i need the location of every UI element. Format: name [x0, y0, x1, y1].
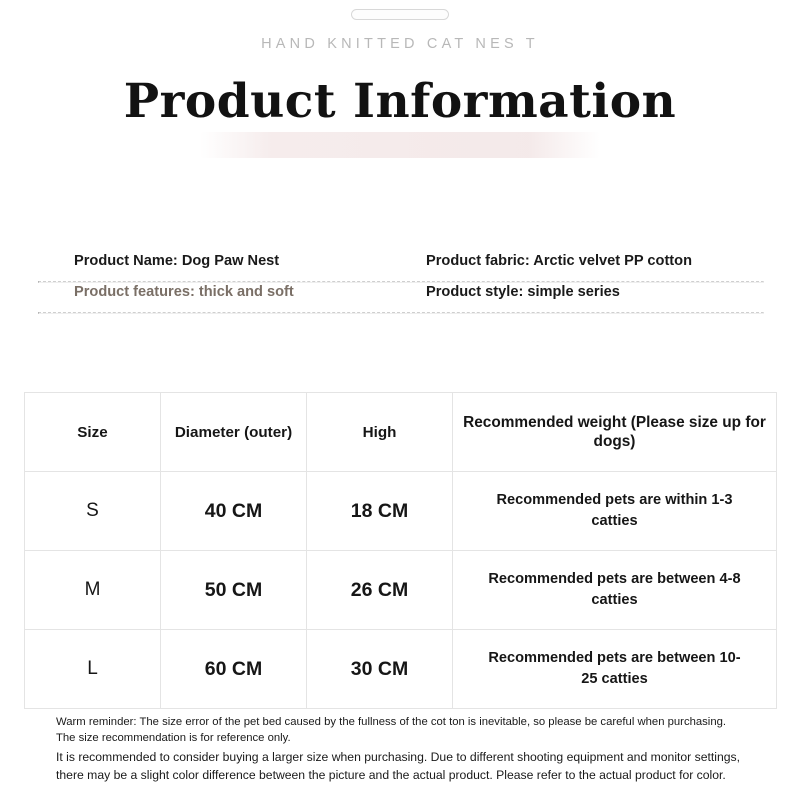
page-title: Product Information — [123, 74, 677, 129]
cell-diameter: 60 CM — [161, 630, 307, 709]
spec-product-features: Product features: thick and soft — [74, 283, 294, 300]
footer-notes — [56, 714, 746, 784]
cell-diameter: 40 CM — [161, 472, 307, 551]
cell-recommended: Recommended pets are between 4-8 catties — [453, 551, 777, 630]
table-row — [25, 472, 777, 551]
table-header-size: Size — [25, 393, 161, 472]
size-table-wrapper — [24, 392, 776, 709]
cell-size: L — [25, 630, 161, 709]
table-row — [25, 551, 777, 630]
cell-high: 30 CM — [307, 630, 453, 709]
page-eyebrow: HAND KNITTED CAT NES T — [261, 36, 539, 52]
spec-product-name: Product Name: Dog Paw Nest — [74, 253, 280, 269]
table-header-diameter: Diameter (outer) — [161, 393, 307, 472]
spec-divider — [38, 312, 764, 314]
cell-high: 18 CM — [307, 472, 453, 551]
table-row — [25, 630, 777, 709]
cell-diameter: 50 CM — [161, 551, 307, 630]
spec-product-style: Product style: simple series — [426, 283, 620, 300]
footer-color-note: It is recommended to consider buying a larger size when purchasing. Due to different shooting equipment and monitor settings, there may be a slight color difference between the picture and the actual product. Please refer to the actual product for color. — [56, 750, 741, 782]
spec-row — [38, 283, 762, 312]
cell-size: S — [25, 472, 161, 551]
spec-list — [38, 252, 762, 314]
footer-warm-reminder: Warm reminder: The size error of the pet bed caused by the fullness of the cot ton is inevitable, so please be careful when purchasing. The size recommendation is for reference only. — [56, 716, 727, 745]
size-table — [24, 392, 777, 709]
cell-recommended: Recommended pets are within 1-3 catties — [453, 472, 777, 551]
cell-recommended: Recommended pets are between 10-25 catties — [453, 630, 777, 709]
table-header-row — [25, 393, 777, 472]
cell-high: 26 CM — [307, 551, 453, 630]
title-underlay-band — [200, 132, 600, 158]
spec-product-fabric: Product fabric: Arctic velvet PP cotton — [426, 253, 692, 269]
spec-row — [38, 252, 762, 281]
table-header-high: High — [307, 393, 453, 472]
table-header-recommended-weight: Recommended weight (Please size up for dogs) — [453, 393, 777, 472]
cell-size: M — [25, 551, 161, 630]
top-handle-pill — [351, 9, 449, 20]
